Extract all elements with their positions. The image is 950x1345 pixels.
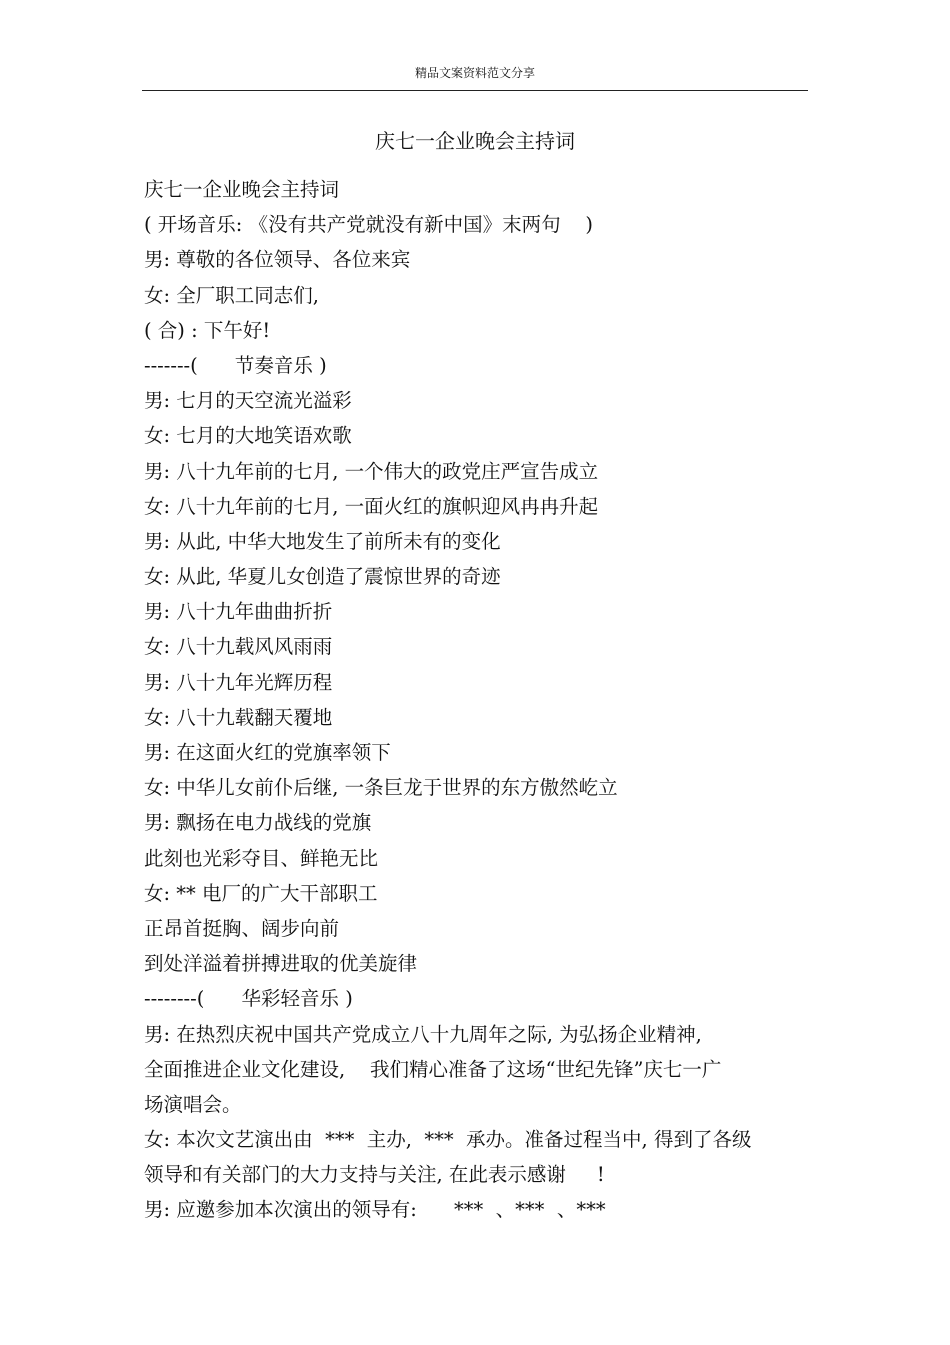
body-line: 男: 从此, 中华大地发生了前所未有的变化 xyxy=(144,529,501,553)
body-line: 男: 尊敬的各位领导、各位来宾 xyxy=(144,248,411,272)
body-line: 男: 八十九年前的七月, 一个伟大的政党庄严宣告成立 xyxy=(144,459,599,483)
body-line: 女: 中华儿女前仆后继, 一条巨龙于世界的东方傲然屹立 xyxy=(144,776,618,800)
document-body xyxy=(144,172,824,1228)
body-line: 男: 应邀参加本次演出的领导有: *** 、*** 、*** xyxy=(144,1198,606,1222)
body-line: 庆七一企业晚会主持词 xyxy=(144,178,340,201)
body-line: 女: 本次文艺演出由 *** 主办, *** 承办。准备过程当中, 得到了各级 xyxy=(144,1128,752,1152)
body-line: 此刻也光彩夺目、鲜艳无比 xyxy=(144,846,379,870)
body-line: ( 开场音乐: 《没有共产党就没有新中国》末两句 ) xyxy=(144,213,593,237)
body-line: ( 合) : 下午好! xyxy=(144,318,271,342)
body-line: 全面推进企业文化建设, 我们精心准备了这场“世纪先锋”庆七一广 xyxy=(144,1057,722,1081)
body-line: 男: 八十九年曲曲折折 xyxy=(144,600,333,624)
body-line: 领导和有关部门的大力支持与关注, 在此表示感谢 ! xyxy=(144,1163,605,1187)
body-line: 女: 八十九载翻天覆地 xyxy=(144,705,333,729)
body-line: 男: 在这面火红的党旗率领下 xyxy=(144,741,391,764)
body-line: 女: 八十九年前的七月, 一面火红的旗帜迎风冉冉升起 xyxy=(144,494,599,518)
body-line: -------( 节奏音乐 ) xyxy=(144,353,327,377)
header-divider xyxy=(142,90,808,91)
body-line: 正昂首挺胸、阔步向前 xyxy=(144,916,340,940)
body-line: 到处洋溢着拼搏进取的优美旋律 xyxy=(144,952,418,976)
body-line: 女: 八十九载风风雨雨 xyxy=(144,635,333,659)
body-line: 女: 全厂职工同志们, xyxy=(144,283,319,307)
body-line: 男: 七月的天空流光溢彩 xyxy=(144,389,352,413)
body-line: 男: 八十九年光辉历程 xyxy=(144,670,333,694)
page-header: 精品文案资料范文分享 xyxy=(414,66,535,80)
body-line: 场演唱会。 xyxy=(144,1092,242,1116)
body-line: 男: 在热烈庆祝中国共产党成立八十九周年之际, 为弘扬企业精神, xyxy=(144,1022,702,1046)
document-title: 庆七一企业晚会主持词 xyxy=(375,129,575,153)
body-line: 男: 飘扬在电力战线的党旗 xyxy=(144,811,372,835)
body-line: 女: 从此, 华夏儿女创造了震惊世界的奇迹 xyxy=(144,565,501,589)
body-line: --------( 华彩轻音乐 ) xyxy=(144,987,353,1011)
body-line: 女: 七月的大地笑语欢歌 xyxy=(144,424,352,448)
body-line: 女: ** 电厂的广大干部职工 xyxy=(144,881,378,905)
